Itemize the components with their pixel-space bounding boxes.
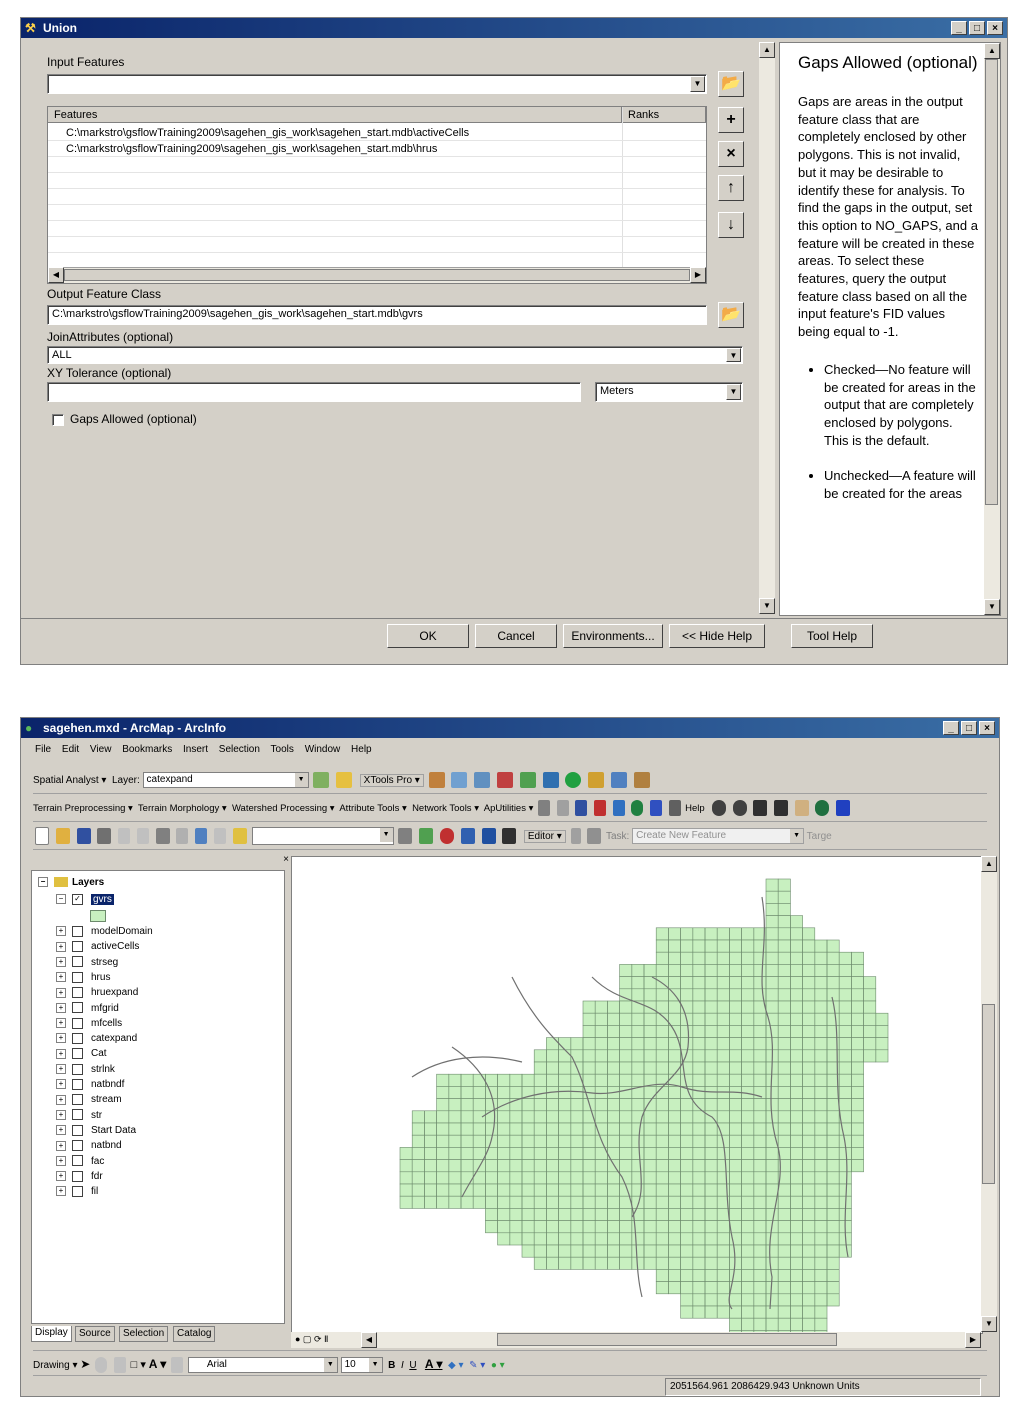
layer-item[interactable]: + stream <box>56 1093 122 1107</box>
chevron-down-icon[interactable]: ▼ <box>726 348 741 362</box>
xy-tolerance-input[interactable] <box>47 382 581 402</box>
expand-icon[interactable]: + <box>56 1064 66 1074</box>
zoom-page-icon[interactable] <box>114 1357 126 1373</box>
layer-visibility-checkbox[interactable] <box>72 941 83 952</box>
expand-icon[interactable]: + <box>56 1110 66 1120</box>
layer-visibility-checkbox[interactable] <box>72 987 83 998</box>
arctoolbox-icon[interactable] <box>419 828 433 844</box>
grid-row-fill <box>498 1233 852 1245</box>
italic-icon[interactable]: I <box>400 1360 404 1371</box>
add-data-icon[interactable] <box>233 828 247 844</box>
layer-visibility-checkbox[interactable] <box>72 1125 83 1136</box>
arc-hydro-toolbar <box>33 796 987 822</box>
table-row[interactable]: C:\markstro\gsflowTraining2009\sagehen_gis_work\sagehen_start.mdb\hrus <box>48 141 706 157</box>
tab-display[interactable]: Display <box>31 1326 72 1342</box>
help-title: Gaps Allowed (optional) <box>798 53 978 72</box>
expand-icon[interactable]: + <box>56 1049 66 1059</box>
point-icon[interactable] <box>575 800 587 816</box>
grid-row-fill <box>620 977 876 989</box>
whats-this-icon[interactable] <box>502 828 516 844</box>
chevron-down-icon[interactable]: ▼ <box>324 1358 337 1372</box>
flag-icon[interactable] <box>650 800 662 816</box>
layer-select[interactable]: catexpand ▼ <box>143 772 309 788</box>
pen-icon[interactable] <box>557 800 569 816</box>
network-tools-menu[interactable]: Network Tools ▾ <box>412 803 479 814</box>
arrow-down-icon: ↓ <box>727 216 735 233</box>
layer-item[interactable]: + fac <box>56 1155 104 1169</box>
layer-item[interactable]: + hrus <box>56 971 110 985</box>
attribute-tools-menu[interactable]: Attribute Tools ▾ <box>339 803 407 814</box>
tab-catalog[interactable]: Catalog <box>173 1326 215 1342</box>
spatial-analyst-toolbar <box>33 768 987 794</box>
trace-icon[interactable] <box>594 800 606 816</box>
editor-toolbar-icon[interactable] <box>398 828 412 844</box>
layer-visibility-checkbox[interactable] <box>72 1171 83 1182</box>
scroll-down-icon[interactable]: ▼ <box>984 599 1000 615</box>
arccatalog-icon[interactable] <box>440 828 454 844</box>
folder-icon: 📂 <box>721 306 741 323</box>
layout-view-icon[interactable]: ● ▢ ⟳ Ⅱ <box>295 1334 329 1344</box>
layer-visibility-checkbox[interactable]: ✓ <box>72 894 83 905</box>
grid-row-fill <box>656 928 815 940</box>
font-size-select[interactable]: 10 ▼ <box>341 1357 383 1373</box>
ranks-column-header[interactable]: Ranks <box>622 107 706 123</box>
network-icon[interactable] <box>613 800 625 816</box>
line-icon[interactable] <box>669 800 681 816</box>
union-dialog <box>20 17 1008 665</box>
join-attributes-select[interactable]: ALL ▼ <box>47 346 743 364</box>
layer-item[interactable]: + modelDomain <box>56 925 153 939</box>
xy-tolerance-label: XY Tolerance (optional) <box>47 366 172 380</box>
expand-icon[interactable]: + <box>56 1095 66 1105</box>
ok-button[interactable]: OK <box>387 624 469 648</box>
menu-tools[interactable]: Tools <box>270 744 294 755</box>
expand-icon[interactable]: + <box>56 1156 66 1166</box>
back-arrow-icon[interactable] <box>836 800 850 816</box>
grid-row-fill <box>437 1074 864 1086</box>
layer-visibility-checkbox[interactable] <box>72 1064 83 1075</box>
font-select[interactable]: Arial ▼ <box>188 1357 338 1373</box>
layer-item[interactable]: + fil <box>56 1185 98 1199</box>
open-folder-icon[interactable] <box>56 828 70 844</box>
layer-visibility-checkbox[interactable] <box>72 1033 83 1044</box>
table-of-contents <box>31 870 285 1324</box>
layer-item[interactable]: + activeCells <box>56 940 139 954</box>
layer-item[interactable]: + strseg <box>56 956 118 970</box>
delete-icon[interactable] <box>176 828 188 844</box>
grid-row-fill <box>656 1269 839 1281</box>
open-folder-button[interactable] <box>718 71 744 97</box>
help-bullet-checked: • Checked—No feature will be created for areas in the output that are completely enclosed by polygons. This is the default. <box>824 361 978 450</box>
union-title: Union <box>43 21 77 35</box>
chevron-down-icon[interactable]: ▼ <box>790 829 803 843</box>
model-builder-icon[interactable] <box>482 828 496 844</box>
zoom-in-icon[interactable] <box>712 800 726 816</box>
expand-icon[interactable]: + <box>56 1079 66 1089</box>
chevron-down-icon[interactable]: ▼ <box>369 1358 382 1372</box>
model-grid-cells <box>400 879 888 1333</box>
gaps-allowed-checkbox[interactable] <box>52 414 64 426</box>
layers-root[interactable]: − Layers <box>38 877 104 888</box>
sketch-tool-icon[interactable] <box>587 828 601 844</box>
drawing-toolbar <box>33 1350 987 1376</box>
layer-item[interactable]: + catexpand <box>56 1032 137 1046</box>
text-icon[interactable]: A ▾ <box>148 1357 167 1371</box>
copy-icon[interactable] <box>137 828 149 844</box>
expand-icon[interactable]: + <box>56 1125 66 1135</box>
fixed-zoom-out-icon[interactable] <box>774 800 788 816</box>
expand-icon[interactable]: + <box>56 926 66 936</box>
undo-icon[interactable] <box>195 828 207 844</box>
bold-icon[interactable]: B <box>388 1360 396 1371</box>
layer-visibility-checkbox[interactable] <box>72 956 83 967</box>
layer-visibility-checkbox[interactable] <box>72 1002 83 1013</box>
layer-visibility-checkbox[interactable] <box>72 1094 83 1105</box>
toc-tabs <box>31 1326 287 1346</box>
layer-visibility-checkbox[interactable] <box>72 1079 83 1090</box>
standard-toolbar <box>33 824 987 850</box>
grid-row-fill <box>412 1111 863 1123</box>
grid-row-fill <box>656 940 839 952</box>
grid-row-fill <box>583 1025 888 1037</box>
gaps-allowed-label: Gaps Allowed (optional) <box>70 412 197 426</box>
scroll-up-icon[interactable]: ▲ <box>984 43 1000 59</box>
scroll-down-icon[interactable]: ▼ <box>981 1316 997 1332</box>
save-icon[interactable] <box>77 828 91 844</box>
layer-item[interactable]: + strlnk <box>56 1063 115 1077</box>
grid-row-fill <box>534 1062 863 1074</box>
expand-icon[interactable]: + <box>56 1018 66 1028</box>
histogram-icon[interactable] <box>336 772 352 788</box>
toc-header <box>31 856 289 868</box>
marker-color-icon[interactable]: ● ▾ <box>490 1360 505 1371</box>
line-color-icon[interactable]: ✎ ▾ <box>469 1360 486 1371</box>
rectangle-icon[interactable]: □ ▾ <box>130 1359 146 1371</box>
layer-visibility-checkbox[interactable] <box>72 1140 83 1151</box>
help-bullet-unchecked: • Unchecked—A feature will be created for the areas <box>824 467 978 502</box>
redo-icon[interactable] <box>214 828 226 844</box>
menu-view[interactable]: View <box>89 744 112 755</box>
globe-icon[interactable] <box>631 800 643 816</box>
layer-gvrs[interactable]: − ✓ gvrs <box>56 893 114 907</box>
layer-item[interactable]: + mfgrid <box>56 1002 119 1016</box>
grid-row-fill <box>522 1245 851 1257</box>
command-line-icon[interactable] <box>461 828 475 844</box>
arcmap-title: sagehen.mxd - ArcMap - ArcInfo <box>43 721 227 735</box>
layer-visibility-checkbox[interactable] <box>72 1018 83 1029</box>
new-document-icon[interactable] <box>35 827 49 845</box>
xy-units-select[interactable]: Meters ▼ <box>595 382 743 402</box>
add-row-button[interactable] <box>718 107 744 133</box>
help-pane <box>779 42 1001 616</box>
tab-source[interactable]: Source <box>75 1326 115 1342</box>
print-icon[interactable] <box>97 828 111 844</box>
expand-icon[interactable]: + <box>56 972 66 982</box>
layer-item[interactable]: + mfcells <box>56 1017 122 1031</box>
raster-icon[interactable] <box>313 772 329 788</box>
table-icon[interactable] <box>429 772 445 788</box>
underline-icon[interactable]: U <box>409 1360 417 1371</box>
scroll-thumb[interactable] <box>982 1004 995 1184</box>
globe-icon: ● <box>25 721 33 735</box>
layer-item[interactable]: + Cat <box>56 1047 107 1061</box>
help-body: Gaps are areas in the output feature class that are completely enclosed by other polygons. This is not invalid, but it may be desirable to identify these for analysis. To find the gaps in the output, set this option to NO_GAPS, and a feature will be created in these areas. To select these features, query the output feature class based on all the input feature's FID values being equal to -1. <box>798 94 978 340</box>
table-horizontal-scrollbar[interactable] <box>48 267 706 283</box>
move-down-button[interactable] <box>718 212 744 238</box>
grid-row-fill <box>412 1135 863 1147</box>
grid-row-fill <box>534 1257 839 1269</box>
menu-window[interactable]: Window <box>304 744 341 755</box>
grid-row-fill <box>656 1282 839 1294</box>
spatial-analyst-menu[interactable]: Spatial Analyst ▾ <box>33 775 107 786</box>
move-up-button[interactable] <box>718 175 744 201</box>
help-scrollbar[interactable] <box>984 43 1000 615</box>
grid-row-fill <box>534 1050 888 1062</box>
scroll-thumb[interactable] <box>497 1333 837 1346</box>
convert-icon[interactable] <box>497 772 513 788</box>
expand-icon[interactable]: + <box>56 942 66 952</box>
task-select[interactable]: Create New Feature ▼ <box>632 828 804 844</box>
expand-icon[interactable]: + <box>56 1141 66 1151</box>
chevron-down-icon[interactable]: ▼ <box>726 384 741 400</box>
scroll-left-icon[interactable]: ◀ <box>361 1332 377 1348</box>
grid-row-fill <box>412 1123 863 1135</box>
menu-bookmarks[interactable]: Bookmarks <box>122 744 173 755</box>
dialog-vertical-scrollbar[interactable] <box>759 42 775 614</box>
layer-item[interactable]: + str <box>56 1109 102 1123</box>
browse-output-button[interactable] <box>718 302 744 328</box>
table-row[interactable]: C:\markstro\gsflowTraining2009\sagehen_gis_work\sagehen_start.mdb\activeCells <box>48 125 706 141</box>
close-icon: × <box>726 145 736 162</box>
terrain-preprocessing-menu[interactable]: Terrain Preprocessing ▾ <box>33 803 133 814</box>
layer-label: Layer: <box>111 775 140 786</box>
close-button[interactable]: × <box>979 721 995 735</box>
chevron-down-icon[interactable]: ▼ <box>380 828 393 842</box>
folder-icon: 📂 <box>721 75 741 92</box>
environments-button[interactable]: Environments... <box>563 624 663 648</box>
book-icon[interactable] <box>588 772 604 788</box>
remove-row-button[interactable] <box>718 141 744 167</box>
fixed-zoom-in-icon[interactable] <box>753 800 767 816</box>
map-horizontal-scrollbar[interactable] <box>291 1332 981 1348</box>
layer-visibility-checkbox[interactable] <box>72 972 83 983</box>
menu-bar <box>35 744 380 755</box>
grid-row-fill <box>656 952 863 964</box>
rotate-icon[interactable] <box>95 1357 107 1373</box>
scroll-down-icon[interactable]: ▼ <box>759 598 775 614</box>
edit-tool-icon[interactable] <box>571 828 581 844</box>
grid-row-fill <box>583 1013 888 1025</box>
tool-help-button[interactable]: Tool Help <box>791 624 873 648</box>
drawing-menu[interactable]: Drawing ▾ <box>33 1360 78 1371</box>
layer-visibility-checkbox[interactable] <box>72 926 83 937</box>
layer-item[interactable]: + fdr <box>56 1170 103 1184</box>
scroll-up-icon[interactable]: ▲ <box>759 42 775 58</box>
editor-menu[interactable]: Editor ▾ <box>524 830 566 843</box>
zoom-out-icon[interactable] <box>733 800 747 816</box>
shape-icon[interactable] <box>474 772 490 788</box>
aputilities-menu[interactable]: ApUtilities ▾ <box>483 803 534 814</box>
calculator-icon[interactable] <box>611 772 627 788</box>
full-extent-icon[interactable] <box>815 800 829 816</box>
chevron-down-icon[interactable]: ▼ <box>295 773 308 787</box>
grid-icon[interactable] <box>520 772 536 788</box>
layer-visibility-checkbox[interactable] <box>72 1155 83 1166</box>
grid-row-fill <box>620 989 876 1001</box>
union-titlebar[interactable] <box>21 18 1007 38</box>
arrow-up-icon: ↑ <box>727 179 735 196</box>
layer-item[interactable]: + hruexpand <box>56 986 138 1000</box>
search-icon[interactable] <box>634 772 650 788</box>
chevron-down-icon[interactable]: ▼ <box>690 76 705 92</box>
arcmap-window <box>20 717 1000 1397</box>
arcmap-titlebar[interactable] <box>21 718 999 738</box>
callout-icon[interactable] <box>171 1357 183 1373</box>
gvrs-symbol[interactable] <box>90 910 106 922</box>
layer-visibility-checkbox[interactable] <box>72 1109 83 1120</box>
paste-icon[interactable] <box>156 828 170 844</box>
maximize-button[interactable]: □ <box>961 721 977 735</box>
output-feature-class-input[interactable]: C:\markstro\gsflowTraining2009\sagehen_gis_work\sagehen_start.mdb\gvrs <box>47 305 707 325</box>
close-button[interactable]: × <box>987 21 1003 35</box>
help-menu[interactable]: Help <box>685 803 705 814</box>
watershed-processing-menu[interactable]: Watershed Processing ▾ <box>231 803 335 814</box>
fill-color-icon[interactable]: ◆ ▾ <box>448 1360 464 1371</box>
map-view[interactable] <box>291 856 983 1334</box>
scale-select[interactable] <box>252 827 394 845</box>
edit-pencil-icon[interactable] <box>451 772 467 788</box>
minimize-button[interactable]: _ <box>951 21 967 35</box>
layer-item[interactable]: + Start Data <box>56 1124 136 1138</box>
menu-selection[interactable]: Selection <box>218 744 260 755</box>
layers-icon <box>54 877 68 887</box>
menu-insert[interactable]: Insert <box>183 744 209 755</box>
expand-icon[interactable]: + <box>56 1186 66 1196</box>
expand-icon[interactable]: + <box>56 1033 66 1043</box>
grid-row-fill <box>766 916 803 928</box>
scroll-left-icon[interactable]: ◀ <box>48 267 64 283</box>
scroll-up-icon[interactable]: ▲ <box>981 856 997 872</box>
target-label: Targe <box>806 831 832 842</box>
join-attributes-label: JoinAttributes (optional) <box>47 330 174 344</box>
scroll-thumb[interactable] <box>985 59 998 505</box>
map-vertical-scrollbar[interactable] <box>981 856 997 1332</box>
menu-help[interactable]: Help <box>351 744 372 755</box>
features-table <box>47 106 707 284</box>
maximize-button[interactable]: □ <box>969 21 985 35</box>
tool-icon: ⚒ <box>25 21 36 35</box>
expand-icon[interactable]: + <box>56 988 66 998</box>
input-features-label: Input Features <box>47 55 125 69</box>
grid-row-fill <box>400 1172 851 1184</box>
font-color-icon[interactable]: A ▾ <box>424 1357 443 1371</box>
plus-icon: + <box>726 111 736 128</box>
task-label: Task: <box>605 831 630 842</box>
menu-edit[interactable]: Edit <box>61 744 80 755</box>
layer-item[interactable]: + natbnd <box>56 1139 122 1153</box>
layer-visibility-checkbox[interactable] <box>72 1186 83 1197</box>
minimize-button[interactable]: _ <box>943 721 959 735</box>
pan-hand-icon[interactable] <box>795 800 809 816</box>
close-icon[interactable]: × <box>283 854 289 865</box>
menu-file[interactable]: File <box>35 744 52 755</box>
grid-row-fill <box>437 1086 864 1098</box>
select-arrow-icon[interactable]: ➤ <box>80 1357 91 1371</box>
cancel-button[interactable]: Cancel <box>475 624 557 648</box>
xtools-pro-menu[interactable]: XTools Pro ▾ <box>360 774 424 787</box>
expand-icon[interactable]: + <box>56 957 66 967</box>
layer-visibility-checkbox[interactable] <box>72 1048 83 1059</box>
scroll-right-icon[interactable]: ▶ <box>965 1332 981 1348</box>
features-column-header[interactable]: Features <box>48 107 622 123</box>
tab-selection[interactable]: Selection <box>119 1326 168 1342</box>
cut-icon[interactable] <box>118 828 130 844</box>
terrain-morphology-menu[interactable]: Terrain Morphology ▾ <box>137 803 227 814</box>
expand-icon[interactable]: + <box>56 1003 66 1013</box>
map-canvas[interactable] <box>292 857 982 1333</box>
hide-help-button[interactable]: << Hide Help <box>669 624 765 648</box>
scroll-right-icon[interactable]: ▶ <box>690 267 706 283</box>
layer-item[interactable]: + natbndf <box>56 1078 124 1092</box>
grid-row-fill <box>681 1294 840 1306</box>
expand-icon[interactable]: + <box>56 1171 66 1181</box>
tools-icon[interactable] <box>543 772 559 788</box>
info-icon[interactable] <box>565 772 581 788</box>
input-features-combo[interactable] <box>47 74 707 94</box>
flow-icon[interactable] <box>538 800 550 816</box>
grid-row-fill <box>400 1196 851 1208</box>
output-feature-class-label: Output Feature Class <box>47 287 162 301</box>
coordinate-status: 2051564.961 2086429.943 Unknown Units <box>665 1378 981 1396</box>
